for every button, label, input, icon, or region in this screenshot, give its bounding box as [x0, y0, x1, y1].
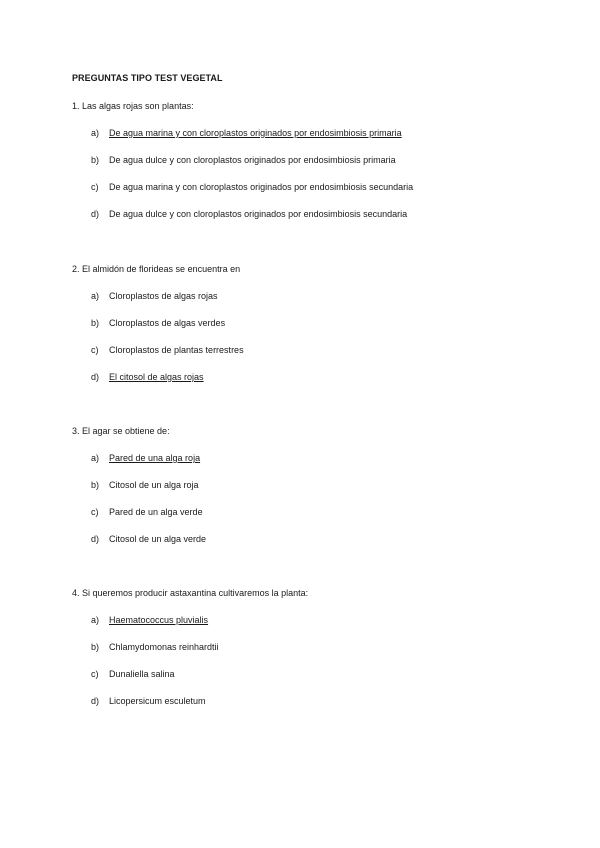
option-letter: b)	[91, 642, 100, 652]
question-4-option-b	[91, 642, 219, 652]
option-letter: c)	[91, 182, 99, 192]
option-text: Haematococcus pluvialis	[109, 615, 209, 625]
question-4: 4. Si queremos producir astaxantina cultivaremos la planta:	[72, 588, 309, 598]
option-text: Cloroplastos de algas rojas	[109, 291, 218, 301]
option-text: Cloroplastos de plantas terrestres	[109, 345, 244, 355]
option-text: De agua marina y con cloroplastos originados por endosimbiosis primaria	[109, 128, 402, 138]
question-1-option-d	[91, 209, 407, 219]
option-text: El citosol de algas rojas	[109, 372, 204, 382]
option-letter: c)	[91, 345, 99, 355]
option-text: Licopersicum esculetum	[109, 696, 206, 706]
option-text: Pared de un alga verde	[109, 507, 203, 517]
option-text: Citosol de un alga roja	[109, 480, 199, 490]
option-letter: d)	[91, 209, 100, 219]
question-2: 2. El almidón de florideas se encuentra en	[72, 264, 241, 274]
option-text: Citosol de un alga verde	[109, 534, 207, 544]
option-letter: a)	[91, 128, 100, 138]
document-title: PREGUNTAS TIPO TEST VEGETAL	[72, 73, 223, 83]
option-letter: c)	[91, 507, 99, 517]
option-text: Chlamydomonas reinhardtii	[109, 642, 219, 652]
option-letter: d)	[91, 372, 100, 382]
question-4-option-a	[91, 615, 208, 625]
question-1: 1. Las algas rojas son plantas:	[72, 101, 194, 111]
question-2-option-d	[91, 372, 204, 382]
option-letter: a)	[91, 291, 100, 301]
question-1-option-a	[91, 128, 402, 138]
option-text: De agua dulce y con cloroplastos originados por endosimbiosis primaria	[109, 155, 396, 165]
option-text: De agua dulce y con cloroplastos originados por endosimbiosis secundaria	[109, 209, 408, 219]
question-3-option-c	[91, 507, 203, 517]
option-letter: a)	[91, 615, 100, 625]
question-3: 3. El agar se obtiene de:	[72, 426, 170, 436]
option-letter: b)	[91, 318, 100, 328]
option-letter: b)	[91, 480, 100, 490]
option-text: Cloroplastos de algas verdes	[109, 318, 226, 328]
question-2-option-b	[91, 318, 225, 328]
option-letter: d)	[91, 696, 100, 706]
option-letter: a)	[91, 453, 100, 463]
question-2-option-c	[91, 345, 244, 355]
question-3-option-a	[91, 453, 200, 463]
question-2-option-a	[91, 291, 218, 301]
question-1-option-b	[91, 155, 396, 165]
question-4-option-d	[91, 696, 206, 706]
option-letter: c)	[91, 669, 99, 679]
question-1-option-c	[91, 182, 413, 192]
option-letter: b)	[91, 155, 100, 165]
question-3-option-d	[91, 534, 206, 544]
option-text: De agua marina y con cloroplastos originados por endosimbiosis secundaria	[109, 182, 414, 192]
option-text: Dunaliella salina	[109, 669, 175, 679]
question-3-option-b	[91, 480, 199, 490]
option-letter: d)	[91, 534, 100, 544]
option-text: Pared de una alga roja	[109, 453, 201, 463]
question-4-option-c	[91, 669, 175, 679]
